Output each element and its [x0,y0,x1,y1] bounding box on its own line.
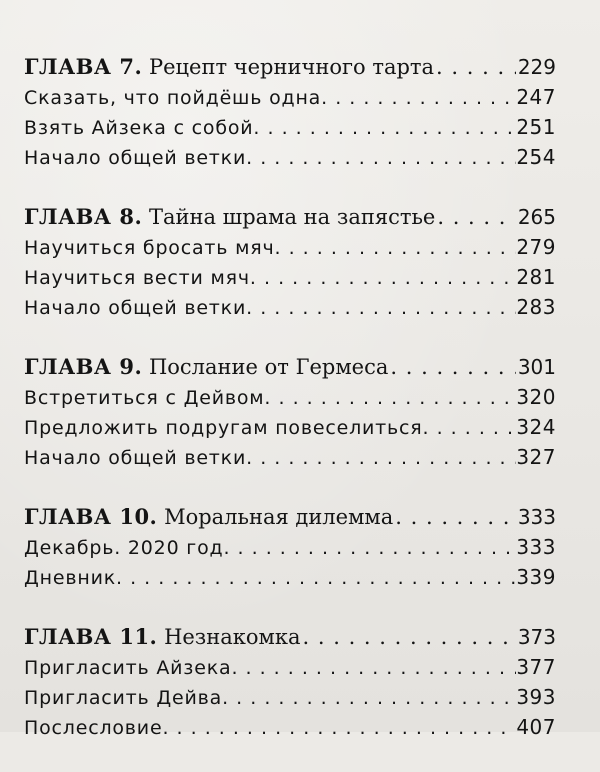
page-number: 320 [516,385,556,409]
toc-entry [24,442,556,472]
entry-title: Послесловие [24,717,163,739]
dot-leader [321,83,516,113]
chapter-label: ГЛАВА 11. [24,624,158,649]
dot-leader [162,713,516,743]
chapter-title: Тайна шрама на запястье [148,205,436,229]
entry-title: Декабрь. 2020 год [24,537,224,559]
chapter-heading-row [24,502,556,532]
dot-leader [303,622,516,652]
dot-leader [436,52,516,82]
toc-chapter-11 [24,622,556,742]
chapter-heading-row [24,52,556,82]
page-number: 393 [516,685,556,709]
page-number: 327 [516,445,556,469]
chapter-heading-row [24,202,556,232]
toc-entry [24,532,556,562]
chapter-title: Незнакомка [164,625,301,649]
entry-title: Пригласить Дейва [24,687,223,709]
dot-leader [223,533,516,563]
chapter-heading [24,502,393,532]
dot-leader [253,113,516,143]
dot-leader [246,143,516,173]
toc-entry [24,292,556,322]
dot-leader [222,683,516,713]
entry-title: Предложить подругам повеселиться [24,417,423,439]
dot-leader [390,352,515,382]
dot-leader [250,263,516,293]
dot-leader [264,383,516,413]
chapter-heading [24,622,301,652]
toc-chapter-8 [24,202,556,322]
toc-entry [24,112,556,142]
page-number: 407 [516,715,556,739]
page-number: 281 [516,265,556,289]
dot-leader [437,202,515,232]
toc-entry [24,82,556,112]
page-number: 373 [517,625,556,649]
page-number: 279 [516,235,556,259]
toc-entry [24,652,556,682]
page-number: 251 [516,115,556,139]
table-of-contents [24,52,556,772]
toc-entry [24,712,556,742]
toc-entry [24,232,556,262]
dot-leader [116,563,516,593]
page-number: 247 [516,85,556,109]
toc-entry [24,682,556,712]
toc-entry [24,382,556,412]
toc-chapter-9 [24,352,556,472]
chapter-heading [24,52,434,82]
toc-chapter-10 [24,502,556,592]
chapter-label: ГЛАВА 9. [24,354,143,379]
chapter-title: Рецепт черничного тарта [148,55,435,79]
entry-title: Встретиться с Дейвом [24,387,265,409]
page-number: 324 [516,415,556,439]
page-number: 333 [517,505,556,529]
page-number: 377 [516,655,556,679]
chapter-heading-row [24,622,556,652]
page-number: 229 [517,55,556,79]
entry-title: Дневник [24,567,116,589]
chapter-label: ГЛАВА 7. [24,54,143,79]
chapter-label: ГЛАВА 8. [24,204,143,229]
page-number: 283 [516,295,556,319]
entry-title: Начало общей ветки [24,147,247,169]
chapter-title: Послание от Гермеса [148,355,389,379]
entry-title: Начало общей ветки [24,297,247,319]
chapter-heading [24,202,435,232]
page-number: 265 [517,205,556,229]
page-number: 333 [516,535,556,559]
dot-leader [275,233,517,263]
chapter-heading-row [24,352,556,382]
entry-title: Начало общей ветки [24,447,247,469]
entry-title: Пригласить Айзека [24,657,232,679]
dot-leader [246,293,516,323]
dot-leader [231,653,516,683]
dot-leader [246,443,516,473]
chapter-title: Моральная дилемма [164,505,394,529]
entry-title: Взять Айзека с собой [24,117,254,139]
toc-entry [24,412,556,442]
chapter-heading [24,352,388,382]
toc-entry [24,142,556,172]
entry-title: Научиться вести мяч [24,267,250,289]
entry-title: Научиться бросать мяч [24,237,275,259]
dot-leader [395,502,516,532]
toc-entry [24,562,556,592]
page-number: 301 [517,355,556,379]
dot-leader [423,413,517,443]
toc-chapter-7 [24,52,556,172]
page-number: 339 [516,565,556,589]
entry-title: Сказать, что пойдёшь одна [24,87,322,109]
page-number: 254 [516,145,556,169]
toc-entry [24,262,556,292]
chapter-label: ГЛАВА 10. [24,504,158,529]
